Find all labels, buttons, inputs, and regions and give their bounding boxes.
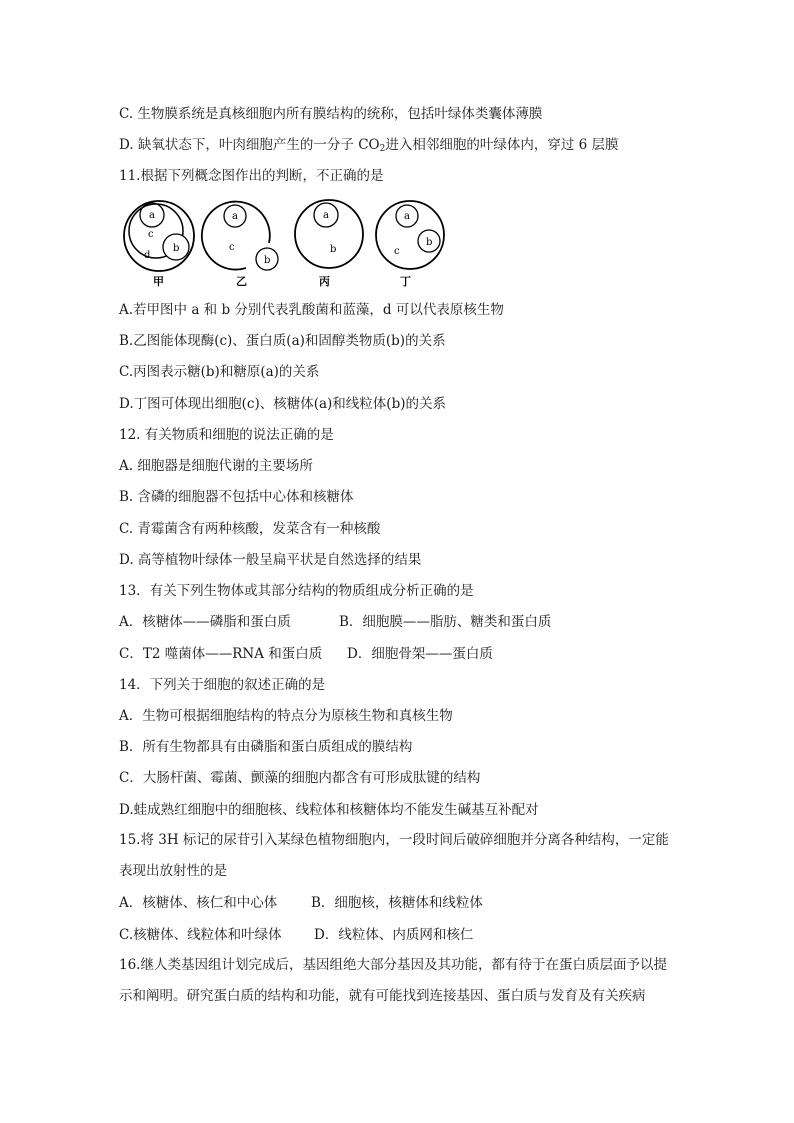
option-row bbox=[119, 613, 551, 631]
option-c: C．T2 噬菌体——RNA 和蛋白质 bbox=[119, 646, 323, 662]
caption-bing: 丙 bbox=[319, 275, 330, 288]
option-a: A．核糖体——磷脂和蛋白质 bbox=[119, 614, 291, 630]
question-11: 11.根据下列概念图作出的判断，不正确的是 bbox=[119, 168, 384, 184]
label-c: c bbox=[148, 229, 154, 240]
label-b: b bbox=[426, 237, 433, 248]
label-b: b bbox=[173, 243, 180, 254]
text-line bbox=[119, 136, 619, 158]
question-14: 14．下列关于细胞的叙述正确的是 bbox=[119, 677, 326, 693]
option-d: D．细胞骨架——蛋白质 bbox=[347, 646, 493, 662]
option-text: D. 高等植物叶绿体一般呈扁平状是自然选择的结果 bbox=[119, 552, 422, 568]
option-text: C．大肠杆菌、霉菌、颤藻的细胞内都含有可形成肽键的结构 bbox=[119, 770, 481, 786]
text-segment: 进入相邻细胞的叶绿体内，穿过 6 层膜 bbox=[385, 137, 619, 153]
option-text: A. 细胞器是细胞代谢的主要场所 bbox=[119, 458, 313, 474]
subscript: 2 bbox=[379, 144, 386, 154]
option-text: D.丁图可体现出细胞(c)、核糖体(a)和线粒体(b)的关系 bbox=[119, 396, 446, 412]
option-text: A．生物可根据细胞结构的特点分为原核生物和真核生物 bbox=[119, 708, 453, 724]
caption-yi: 乙 bbox=[236, 275, 247, 288]
label-a: a bbox=[404, 211, 410, 222]
option-d: D．线粒体、内质网和核仁 bbox=[314, 927, 474, 943]
circle-b bbox=[295, 200, 363, 268]
caption-jia: 甲 bbox=[153, 275, 164, 288]
option-b: B．细胞核，核糖体和线粒体 bbox=[311, 895, 483, 911]
option-text: A.若甲图中 a 和 b 分别代表乳酸菌和蓝藻，d 可以代表原核生物 bbox=[119, 302, 504, 318]
option-row bbox=[119, 894, 483, 912]
option-text: C. 青霉菌含有两种核酸，发菜含有一种核酸 bbox=[119, 521, 381, 537]
text-segment: D. 缺氧状态下，叶肉细胞产生的一分子 CO bbox=[119, 137, 380, 153]
text-line: C. 生物膜系统是真核细胞内所有膜结构的统称，包括叶绿体类囊体薄膜 bbox=[119, 106, 543, 122]
label-b: b bbox=[264, 255, 271, 266]
option-row bbox=[119, 926, 473, 944]
label-c: c bbox=[229, 242, 235, 253]
caption-ding: 丁 bbox=[400, 275, 411, 288]
concept-figure bbox=[119, 196, 459, 295]
label-c: c bbox=[394, 246, 400, 257]
diagram-ding bbox=[376, 201, 444, 288]
option-text: B．所有生物都具有由磷脂和蛋白质组成的膜结构 bbox=[119, 739, 413, 755]
label-a: a bbox=[149, 210, 155, 221]
diagram-jia bbox=[124, 201, 194, 288]
diagram-bing bbox=[295, 200, 363, 288]
circle-c bbox=[376, 201, 444, 269]
label-a: a bbox=[323, 210, 329, 221]
question-13: 13．有关下列生物体或其部分结构的物质组成分析正确的是 bbox=[119, 583, 474, 599]
option-c: C.核糖体、线粒体和叶绿体 bbox=[119, 927, 282, 943]
question-16: 16.继人类基因组计划完成后，基因组绝大部分基因及其功能，都有待于在蛋白质层面予以提示和阐明。研究蛋白质的结构和功能，就有可能找到连接基因、蛋白质与发育及有关疾病 bbox=[119, 957, 667, 1004]
option-row bbox=[119, 645, 493, 663]
option-text: B.乙图能体现酶(c)、蛋白质(a)和固醇类物质(b)的关系 bbox=[119, 333, 446, 349]
question-15: 15.将 3H 标记的尿苷引入某绿色植物细胞内，一段时间后破碎细胞并分离各种结构，一定能表现出放射性的是 bbox=[119, 832, 669, 879]
option-b: B．细胞膜——脂肪、糖类和蛋白质 bbox=[339, 614, 552, 630]
label-b: b bbox=[330, 244, 337, 255]
question-12: 12. 有关物质和细胞的说法正确的是 bbox=[119, 427, 334, 443]
concept-diagram bbox=[119, 196, 459, 291]
option-a: A．核糖体、核仁和中心体 bbox=[119, 895, 278, 911]
option-text: D.蛙成熟红细胞中的细胞核、线粒体和核糖体均不能发生碱基互补配对 bbox=[119, 802, 539, 818]
option-text: C.丙图表示糖(b)和糖原(a)的关系 bbox=[119, 364, 320, 380]
label-d: d bbox=[144, 250, 151, 261]
label-a: a bbox=[232, 211, 238, 222]
diagram-yi bbox=[202, 202, 278, 288]
option-text: B. 含磷的细胞器不包括中心体和核糖体 bbox=[119, 489, 354, 505]
